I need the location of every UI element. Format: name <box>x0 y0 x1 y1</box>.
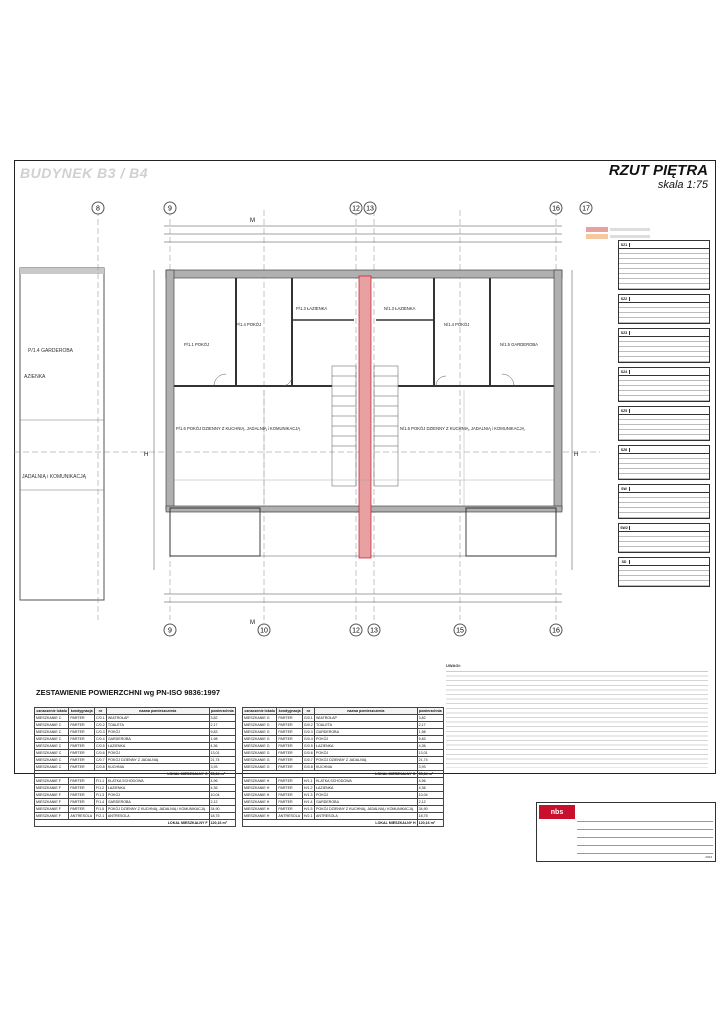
table-row: MIESZKANIE C PARTER C/0.8 KUCHNIA 3,93 <box>35 764 236 771</box>
table-total-row: LOKAL MIESZKALNY H 120,16 m² <box>243 820 444 827</box>
table-row: MIESZKANIE C PARTER C/0.7 POKÓJ DZIENNY Z JADALNIĄ 21,74 <box>35 757 236 764</box>
left-room-label-3: AZIENKA <box>24 374 46 380</box>
table-row: MIESZKANIE G PARTER G/0.3 GARDEROBA 1,98 <box>243 729 444 736</box>
room-p1-label: P/1.1 POKÓJ <box>184 342 210 347</box>
table-row: MIESZKANIE F PARTER F/1.1 KLATKA SCHODOWA 4,96 <box>35 778 236 785</box>
table-total-row: LOKAL MIESZKALNY G 55,64 m² <box>243 771 444 778</box>
neighbour-unit-plan <box>20 268 104 600</box>
table-row: MIESZKANIE F PARTER F/1.5 POKÓJ DZIENNY Z KUCHNIĄ, JADALNIĄ i KOMUNIKACJĄ 34,90 <box>35 806 236 813</box>
axis-top-9: 9 <box>168 205 172 213</box>
area-schedule-subtitle <box>36 698 444 702</box>
table-row: MIESZKANIE C PARTER C/0.5 ŁAZIENKA 4,36 <box>35 743 236 750</box>
axis-top-8: 8 <box>96 205 100 213</box>
room-n4-label: N/1.6 POKÓJ DZIENNY Z KUCHNIĄ, JADALNIĄ i KOMUNIKACJĄ <box>400 426 525 431</box>
bottom-axis-bubbles <box>164 624 562 636</box>
table-row: MIESZKANIE H PARTER H/1.4 GARDEROBA 2,12 <box>243 799 444 806</box>
general-notes <box>446 664 708 768</box>
table-row: MIESZKANIE G PARTER G/0.4 POKÓJ 9,83 <box>243 736 444 743</box>
sheet-scale: skala 1:75 <box>657 179 708 191</box>
table-row: MIESZKANIE H PARTER H/1.3 POKÓJ 10,04 <box>243 792 444 799</box>
axis-bottom-10: 10 <box>260 627 268 635</box>
table-row: MIESZKANIE G PARTER G/0.2 TOALETA 2,17 <box>243 722 444 729</box>
table-row: MIESZKANIE C PARTER C/0.4 GARDEROBA 1,98 <box>35 736 236 743</box>
svg-text:M: M <box>250 620 255 626</box>
table-total-row: LOKAL MIESZKALNY F 120,16 m² <box>35 820 236 827</box>
table-row: MIESZKANIE F ANTRESOLA F/2.1 ANTRESOLA 18,75 <box>35 813 236 820</box>
project-number: 2023 <box>705 855 712 859</box>
svg-text:H: H <box>144 452 149 458</box>
table-row: MIESZKANIE H PARTER H/1.5 POKÓJ DZIENNY Z KUCHNIĄ, JADALNIĄ i KOMUNIKACJĄ 34,90 <box>243 806 444 813</box>
svg-text:H: H <box>574 452 579 458</box>
table-row: MIESZKANIE G PARTER G/0.7 POKÓJ DZIENNY Z JADALNIĄ 21,74 <box>243 757 444 764</box>
table-row: MIESZKANIE C PARTER C/0.2 TOALETA 2,17 <box>35 722 236 729</box>
table-total-row: LOKAL MIESZKALNY C 55,64 m² <box>35 771 236 778</box>
title-block <box>536 802 716 862</box>
table-row: MIESZKANIE H PARTER H/1.2 ŁAZIENKA 4,36 <box>243 785 444 792</box>
axis-bottom-9: 9 <box>168 627 172 635</box>
sheet-title: RZUT PIĘTRA <box>608 162 708 179</box>
area-schedule-title: ZESTAWIENIE POWIERZCHNI wg PN-ISO 9836:1997 <box>36 688 221 697</box>
room-p2-label: P/1.4 POKÓJ <box>236 322 262 327</box>
room-n3-label: N/1.5 GARDEROBA <box>500 342 538 347</box>
table-row: MIESZKANIE C PARTER C/0.6 POKÓJ 13,01 <box>35 750 236 757</box>
room-n2-label: N/1.4 POKÓJ <box>444 322 470 327</box>
sheet-title-block <box>609 162 708 191</box>
room-p3-label: P/1.3 ŁAZIENKA <box>296 306 328 311</box>
axis-top-12: 12 <box>352 205 360 213</box>
table-row: MIESZKANIE C PARTER C/0.1 WIATROŁAP 3,82 <box>35 715 236 722</box>
left-room-label-1: P/1.4 GARDEROBA <box>28 348 74 354</box>
building-walls <box>166 270 562 558</box>
axis-bottom-16: 16 <box>552 627 560 635</box>
table-row: MIESZKANIE G PARTER G/0.5 ŁAZIENKA 4,36 <box>243 743 444 750</box>
room-p4-label: P/1.6 POKÓJ DZIENNY Z KUCHNIĄ, JADALNIĄ i KOMUNIKACJĄ <box>176 426 301 431</box>
axis-top-16: 16 <box>552 205 560 213</box>
axis-bottom-13: 13 <box>370 627 378 635</box>
table-row: MIESZKANIE G PARTER G/0.6 POKÓJ 13,01 <box>243 750 444 757</box>
table-row: MIESZKANIE F PARTER F/1.4 GARDEROBA 2,12 <box>35 799 236 806</box>
axis-top-17: 17 <box>582 205 590 213</box>
area-schedule <box>34 688 444 827</box>
table-row: MIESZKANIE C PARTER C/0.3 POKÓJ 9,83 <box>35 729 236 736</box>
room-n1-label: N/1.3 ŁAZIENKA <box>384 306 416 311</box>
top-axis-bubbles <box>92 202 592 214</box>
area-table-left: oznaczenie lokalu kondygnacja nr nazwa pomieszczenia powierzchnia MIESZKANIE C PARTER C/0.1 WIATROŁAP 3,82 MIESZKANIE C PARTER C/0.2 TOALETA 2,17 MIESZKANIE C PARTER C/0.3 POKÓJ 9,83 MIESZKANIE C PARTER C/0.4 GARDEROBA 1,98 MIESZKANIE C PARTER C/0.5 ŁAZIENKA 4,36 MIESZKANIE C PARTER C/0.6 POKÓJ 13,01 MIESZKANIE C PARTER C/0.7 POKÓJ DZIENNY Z JADALNIĄ 21,74 MIESZKANIE C PARTER C/0.8 KUCHNIA 3,93 LOKAL MIESZKALNY C 55,64 m² MIESZKANIE F PARTER F/1.1 KLATKA SCHODOWA 4,96 MIESZKANIE F PARTER F/1.2 ŁAZIENKA 4,36 MIESZKANIE F PARTER F/1.3 POKÓJ 10,04 MIESZKANIE F PARTER F/1.4 GARDEROBA 2,12 MIESZKANIE F PARTER F/1.5 POKÓJ DZIENNY Z KUCHNIĄ, JADALNIĄ i KOMUNIKACJĄ 34,90 MIESZKANIE F ANTRESOLA F/2.1 ANTRESOLA 18,75 LOKAL MIESZKALNY F 120,16 m² <box>36 709 234 825</box>
building-watermark: BUDYNEK B3 / B4 <box>20 165 149 181</box>
legend <box>586 226 706 240</box>
company-logo: nbs <box>539 805 575 819</box>
table-row: MIESZKANIE F PARTER F/1.3 POKÓJ 10,04 <box>35 792 236 799</box>
left-room-label-2: JADALNIĄ i KOMUNIKACJĄ <box>22 474 86 480</box>
room-labels <box>176 306 538 431</box>
area-table-right: oznaczenie lokalu kondygnacja nr nazwa pomieszczenia powierzchnia MIESZKANIE G PARTER G/0.1 WIATROŁAP 3,82 MIESZKANIE G PARTER G/0.2 TOALETA 2,17 MIESZKANIE G PARTER G/0.3 GARDEROBA 1,98 MIESZKANIE G PARTER G/0.4 POKÓJ 9,83 MIESZKANIE G PARTER G/0.5 ŁAZIENKA 4,36 MIESZKANIE G PARTER G/0.6 POKÓJ 13,01 MIESZKANIE G PARTER G/0.7 POKÓJ DZIENNY Z JADALNIĄ 21,74 MIESZKANIE G PARTER G/0.8 KUCHNIA 3,93 LOKAL MIESZKALNY G 55,64 m² MIESZKANIE H PARTER H/1.1 KLATKA SCHODOWA 4,96 MIESZKANIE H PARTER H/1.2 ŁAZIENKA 4,36 MIESZKANIE H PARTER H/1.3 POKÓJ 10,04 MIESZKANIE H PARTER H/1.4 GARDEROBA 2,12 MIESZKANIE H PARTER H/1.5 POKÓJ DZIENNY Z KUCHNIĄ, JADALNIĄ i KOMUNIKACJĄ 34,90 MIESZKANIE H ANTRESOLA H/2.1 ANTRESOLA 18,75 LOKAL MIESZKALNY H 120,16 m² <box>244 709 442 825</box>
svg-text:M: M <box>250 218 255 224</box>
table-row: MIESZKANIE H PARTER H/1.1 KLATKA SCHODOWA 4,96 <box>243 778 444 785</box>
axis-bottom-12: 12 <box>352 627 360 635</box>
table-row: MIESZKANIE F PARTER F/1.2 ŁAZIENKA 4,36 <box>35 785 236 792</box>
table-row: MIESZKANIE H ANTRESOLA H/2.1 ANTRESOLA 18,75 <box>243 813 444 820</box>
axis-bottom-15: 15 <box>456 627 464 635</box>
floor-plan <box>14 190 600 650</box>
table-row: MIESZKANIE G PARTER G/0.8 KUCHNIA 3,93 <box>243 764 444 771</box>
wall-layer-notes: SZ1 SZ2 SZ3 SZ4 SZ5 SZ6 SW SW2 SD <box>618 240 710 591</box>
axis-top-13: 13 <box>366 205 374 213</box>
table-row: MIESZKANIE G PARTER G/0.1 WIATROŁAP 3,82 <box>243 715 444 722</box>
notes-title: UWAGI: <box>446 663 461 668</box>
